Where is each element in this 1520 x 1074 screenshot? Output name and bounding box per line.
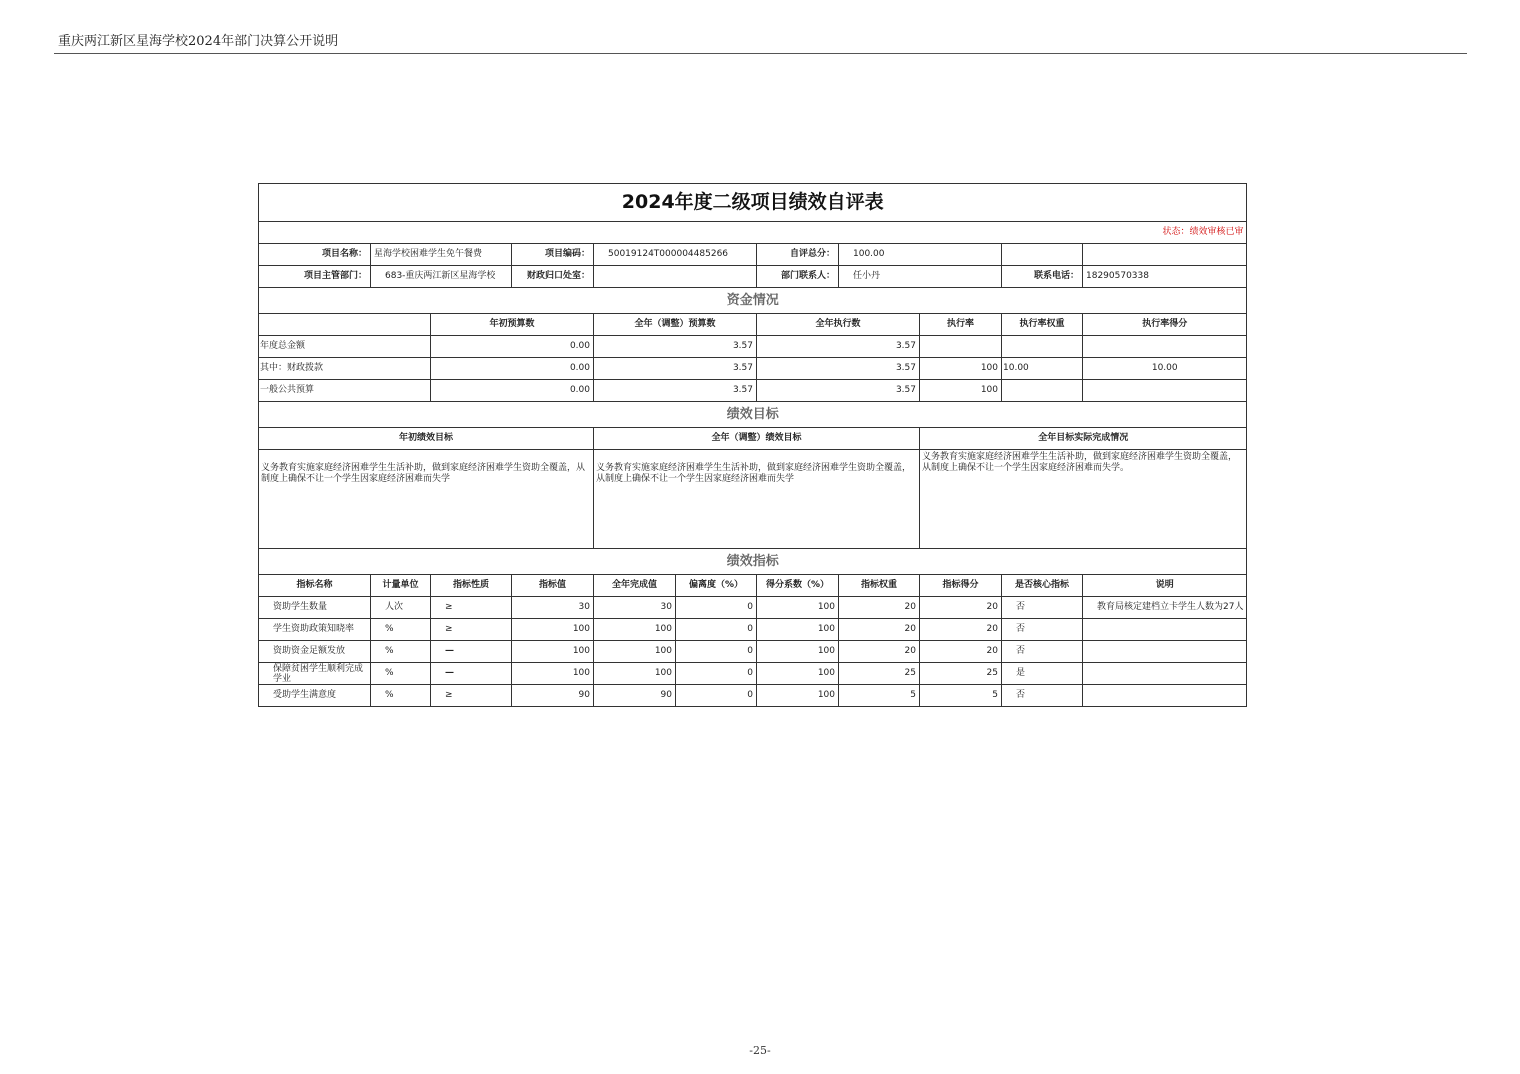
project-name-value: 星海学校困难学生免午餐费: [371, 244, 512, 266]
indicator-header: 指标得分: [920, 575, 1002, 597]
funds-weight: [1002, 336, 1083, 358]
self-score-label: 自评总分：: [757, 244, 839, 266]
indicator-nature: ≥: [431, 619, 512, 641]
contact-label: 部门联系人：: [757, 266, 839, 288]
indicator-core: 否: [1002, 619, 1083, 641]
indicator-header: 是否核心指标: [1002, 575, 1083, 597]
funds-weight: 10.00: [1002, 358, 1083, 380]
indicator-unit: %: [371, 685, 431, 707]
indicator-actual: 100: [594, 641, 676, 663]
funds-executed: 3.57: [757, 358, 920, 380]
funds-adjusted: 3.57: [594, 358, 757, 380]
indicator-row: [259, 641, 1247, 663]
indicator-header: 指标值: [512, 575, 594, 597]
indicator-actual: 100: [594, 663, 676, 685]
indicator-row: [259, 619, 1247, 641]
funds-row: [259, 380, 1247, 402]
indicator-deviation: 0: [676, 685, 757, 707]
goal-adjusted-text: 义务教育实施家庭经济困难学生生活补助，做到家庭经济困难学生资助全覆盖，从制度上确保不让一个学生因家庭经济困难而失学: [594, 450, 920, 549]
empty-cell: [1083, 244, 1247, 266]
indicators-section-title: 绩效指标: [259, 549, 1247, 575]
indicator-unit: %: [371, 663, 431, 685]
indicator-note: 教育局核定建档立卡学生人数为27人: [1083, 597, 1247, 619]
indicator-row: [259, 597, 1247, 619]
funds-corner-cell: [259, 314, 431, 336]
funds-header: 执行率权重: [1002, 314, 1083, 336]
funds-initial: 0.00: [431, 380, 594, 402]
goals-header: 全年（调整）绩效目标: [594, 428, 920, 450]
indicator-name: 保障贫困学生顺利完成学业: [259, 663, 371, 685]
department-label: 项目主管部门：: [259, 266, 371, 288]
indicator-deviation: 0: [676, 663, 757, 685]
indicator-deviation: 0: [676, 619, 757, 641]
indicator-weight: 20: [839, 641, 920, 663]
indicator-coefficient: 100: [757, 685, 839, 707]
empty-cell: [1002, 244, 1083, 266]
funds-rate: [920, 336, 1002, 358]
indicator-row: [259, 663, 1247, 685]
indicator-target: 100: [512, 663, 594, 685]
indicator-deviation: 0: [676, 641, 757, 663]
indicator-coefficient: 100: [757, 641, 839, 663]
indicator-target: 90: [512, 685, 594, 707]
indicator-nature: —: [431, 663, 512, 685]
funds-header: 执行率: [920, 314, 1002, 336]
funds-rate: 100: [920, 380, 1002, 402]
phone-value: 18290570338: [1083, 266, 1247, 288]
indicator-row: [259, 685, 1247, 707]
funds-weight: [1002, 380, 1083, 402]
performance-evaluation-table: [258, 183, 1247, 707]
funds-row-name: 年度总金额: [259, 336, 431, 358]
indicator-actual: 30: [594, 597, 676, 619]
funds-initial: 0.00: [431, 336, 594, 358]
indicator-name: 受助学生满意度: [259, 685, 371, 707]
funds-row-name: 一般公共预算: [259, 380, 431, 402]
indicator-target: 100: [512, 641, 594, 663]
goal-actual-text: 义务教育实施家庭经济困难学生生活补助，做到家庭经济困难学生资助全覆盖，从制度上确保不让一个学生因家庭经济困难而失学。: [920, 450, 1247, 549]
funds-adjusted: 3.57: [594, 336, 757, 358]
indicator-nature: ≥: [431, 597, 512, 619]
indicator-unit: %: [371, 619, 431, 641]
indicator-note: [1083, 641, 1247, 663]
indicator-coefficient: 100: [757, 597, 839, 619]
indicator-nature: ≥: [431, 685, 512, 707]
funds-header: 执行率得分: [1083, 314, 1247, 336]
indicator-score: 25: [920, 663, 1002, 685]
funds-row: [259, 358, 1247, 380]
indicator-name: 资助学生数量: [259, 597, 371, 619]
indicator-note: [1083, 663, 1247, 685]
indicator-weight: 20: [839, 619, 920, 641]
indicator-coefficient: 100: [757, 619, 839, 641]
goals-header: 全年目标实际完成情况: [920, 428, 1247, 450]
funds-header: 全年（调整）预算数: [594, 314, 757, 336]
contact-value: 任小丹: [839, 266, 1002, 288]
indicator-weight: 5: [839, 685, 920, 707]
funds-score: 10.00: [1083, 358, 1247, 380]
header-rule: [54, 53, 1467, 54]
indicator-header: 得分系数（%）: [757, 575, 839, 597]
department-value: 683-重庆两江新区星海学校: [371, 266, 512, 288]
funds-adjusted: 3.57: [594, 380, 757, 402]
indicator-core: 否: [1002, 685, 1083, 707]
indicator-header: 指标性质: [431, 575, 512, 597]
indicator-actual: 90: [594, 685, 676, 707]
indicator-weight: 25: [839, 663, 920, 685]
indicator-score: 20: [920, 619, 1002, 641]
indicator-coefficient: 100: [757, 663, 839, 685]
indicator-core: 否: [1002, 641, 1083, 663]
funds-initial: 0.00: [431, 358, 594, 380]
indicator-note: [1083, 685, 1247, 707]
indicator-actual: 100: [594, 619, 676, 641]
indicator-deviation: 0: [676, 597, 757, 619]
page-number: -25-: [749, 1044, 771, 1057]
indicator-score: 20: [920, 597, 1002, 619]
funds-score: [1083, 380, 1247, 402]
indicator-note: [1083, 619, 1247, 641]
project-name-label: 项目名称：: [259, 244, 371, 266]
indicator-core: 否: [1002, 597, 1083, 619]
indicator-target: 30: [512, 597, 594, 619]
funds-header: 年初预算数: [431, 314, 594, 336]
indicator-unit: 人次: [371, 597, 431, 619]
indicator-unit: %: [371, 641, 431, 663]
goals-section-title: 绩效目标: [259, 402, 1247, 428]
status-text: 状态：绩效审核已审: [259, 222, 1247, 244]
indicator-header: 偏离度（%）: [676, 575, 757, 597]
indicator-header: 说明: [1083, 575, 1247, 597]
goals-header: 年初绩效目标: [259, 428, 594, 450]
funds-executed: 3.57: [757, 380, 920, 402]
indicator-score: 5: [920, 685, 1002, 707]
indicator-header: 全年完成值: [594, 575, 676, 597]
finance-office-label: 财政归口处室：: [512, 266, 594, 288]
funds-section-title: 资金情况: [259, 288, 1247, 314]
indicator-core: 是: [1002, 663, 1083, 685]
funds-rate: 100: [920, 358, 1002, 380]
phone-label: 联系电话：: [1002, 266, 1083, 288]
indicator-header: 计量单位: [371, 575, 431, 597]
indicator-header: 指标权重: [839, 575, 920, 597]
indicator-header: 指标名称: [259, 575, 371, 597]
table-title: 2024年度二级项目绩效自评表: [259, 184, 1247, 222]
funds-row: [259, 336, 1247, 358]
indicator-nature: —: [431, 641, 512, 663]
project-code-label: 项目编码：: [512, 244, 594, 266]
page-header: 重庆两江新区星海学校2024年部门决算公开说明: [58, 34, 339, 49]
self-score-value: 100.00: [839, 244, 1002, 266]
funds-executed: 3.57: [757, 336, 920, 358]
funds-row-name: 其中：财政拨款: [259, 358, 431, 380]
funds-header: 全年执行数: [757, 314, 920, 336]
project-code-value: 50019124T000004485266: [594, 244, 757, 266]
indicator-target: 100: [512, 619, 594, 641]
finance-office-value: [594, 266, 757, 288]
goal-initial-text: 义务教育实施家庭经济困难学生生活补助，做到家庭经济困难学生资助全覆盖，从制度上确保不让一个学生因家庭经济困难而失学: [259, 450, 594, 549]
indicator-weight: 20: [839, 597, 920, 619]
indicator-score: 20: [920, 641, 1002, 663]
indicator-name: 学生资助政策知晓率: [259, 619, 371, 641]
funds-score: [1083, 336, 1247, 358]
indicator-name: 资助资金足额发放: [259, 641, 371, 663]
